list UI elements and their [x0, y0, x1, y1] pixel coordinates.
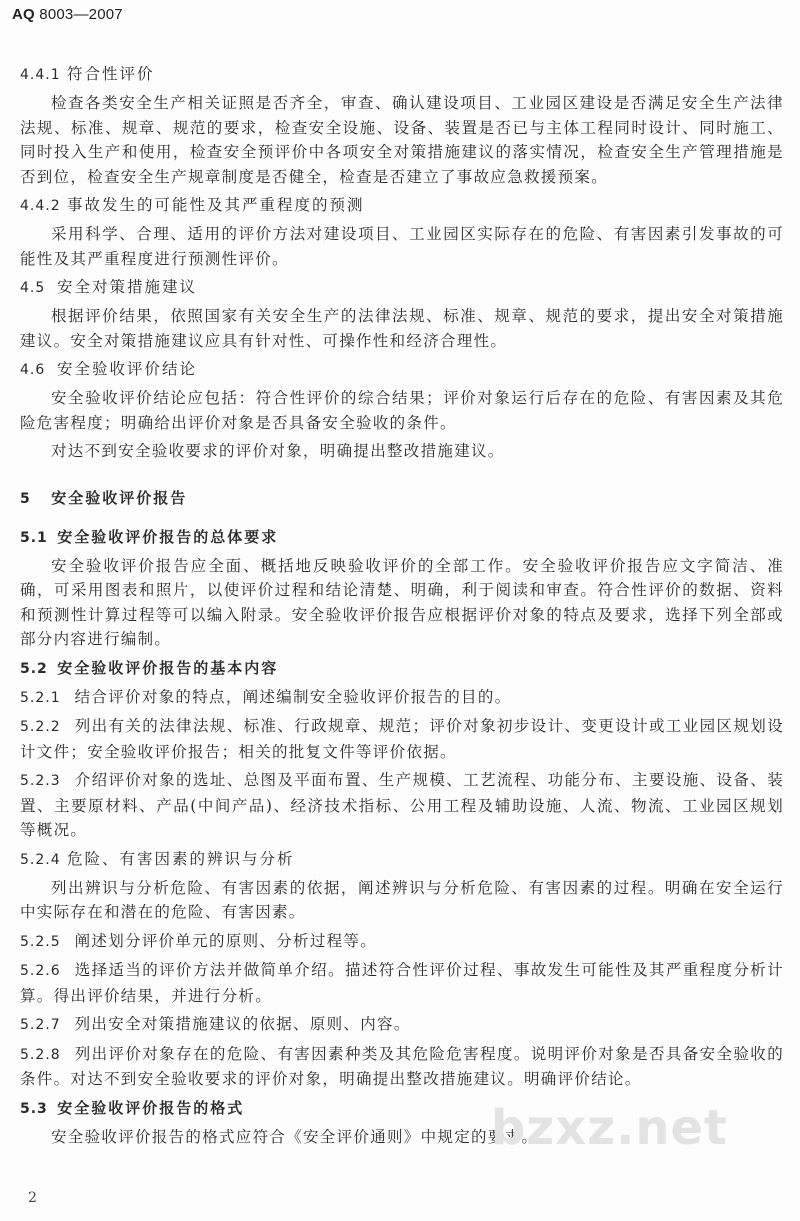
page-header — [12, 6, 123, 23]
section-heading: 5.1 安全验收评价报告的总体要求 — [20, 527, 279, 546]
paragraph: 根据评价结果，依照国家有关安全生产的法律法规、标准、规章、规范的要求，提出安全对策措施建议。安全对策措施建议应具有针对性、可操作性和经济合理性。 — [20, 307, 784, 350]
paragraph: 对达不到安全验收要求的评价对象，明确提出整改措施建议。 — [51, 442, 505, 460]
clause: 5.2.3 介绍评价对象的选址、总图及平面布置、生产规模、工艺流程、功能分布、主要设施、设备、装置、主要原材料、产品(中间产品)、经济技术指标、公用工程及辅助设施、人流、物流、工业园区规划等概况。 — [20, 771, 784, 839]
clause: 5.2.6 选择适当的评价方法并做简单介绍。描述符合性评价过程、事故发生可能性及其严重程度分析计算。得出评价结果，并进行分析。 — [20, 961, 784, 1005]
paragraph: 安全验收评价结论应包括：符合性评价的综合结果；评价对象运行后存在的危险、有害因素及其危险危害程度；明确给出评价对象是否具备安全验收的条件。 — [20, 389, 784, 432]
paragraph: 检查各类安全生产相关证照是否齐全，审查、确认建设项目、工业园区建设是否满足安全生产法律法规、标准、规章、规范的要求，检查安全设施、设备、装置是否已与主体工程同时设计、同时施工、同时投入生产和使用，检查安全预评价中各项安全对策措施建议的落实情况，检查安全生产管理措施是否到位，检查安全生产规章制度是否健全，检查是否建立了事故应急救援预案。 — [20, 94, 784, 186]
document-body — [20, 62, 784, 1153]
page-number: 2 — [28, 1190, 37, 1206]
section-heading: 4.4.2 事故发生的可能性及其严重程度的预测 — [20, 196, 365, 214]
clause: 5.2.2 列出有关的法律法规、标准、行政规章、规范；评价对象初步设计、变更设计或工业园区规划设计文件；安全验收评价报告；相关的批复文件等评价依据。 — [20, 717, 784, 761]
paragraph: 安全验收评价报告的格式应符合《安全评价通则》中规定的要求。 — [51, 1127, 539, 1146]
watermark: bzxz.net — [490, 1100, 728, 1156]
section-heading: 5.3 安全验收评价报告的格式 — [20, 1098, 245, 1117]
standard-code: AQ — [12, 6, 35, 23]
standard-number: 8003—2007 — [39, 6, 123, 23]
clause: 5.2.7 列出安全对策措施建议的依据、原则、内容。 — [20, 1015, 411, 1033]
section-heading: 4.5 安全对策措施建议 — [20, 278, 197, 296]
section-heading: 4.6 安全验收评价结论 — [20, 360, 197, 378]
section-heading: 5.2 安全验收评价报告的基本内容 — [20, 658, 279, 677]
clause: 5.2.1 结合评价对象的特点，阐述编制安全验收评价报告的目的。 — [20, 687, 512, 706]
clause: 5.2.5 阐述划分评价单元的原则、分析过程等。 — [20, 931, 378, 950]
section-heading: 5.2.4 危险、有害因素的辨识与分析 — [20, 849, 295, 868]
clause: 5.2.8 列出评价对象存在的危险、有害因素种类及其危险危害程度。说明评价对象是否具备安全验收的条件。对达不到安全验收要求的评价对象，明确提出整改措施建议。明确评价结论。 — [20, 1044, 784, 1088]
paragraph: 采用科学、合理、适用的评价方法对建设项目、工业园区实际存在的危险、有害因素引发事故的可能性及其严重程度进行预测性评价。 — [20, 225, 784, 268]
section-heading: 4.4.1 符合性评价 — [20, 65, 155, 83]
paragraph: 安全验收评价报告应全面、概括地反映验收评价的全部工作。安全验收评价报告应文字简洁、准确，可采用图表和照片，以使评价过程和结论清楚、明确，利于阅读和审查。符合性评价的数据、资料和预测性计算过程等可以编入附录。安全验收评价报告应根据评价对象的特点及要求，选择下列全部或部分内容进行编制。 — [20, 556, 784, 648]
chapter-heading: 5 安全验收评价报告 — [20, 488, 188, 507]
paragraph: 列出辨识与分析危险、有害因素的依据，阐述辨识与分析危险、有害因素的过程。明确在安全运行中实际存在和潜在的危险、有害因素。 — [20, 878, 784, 921]
